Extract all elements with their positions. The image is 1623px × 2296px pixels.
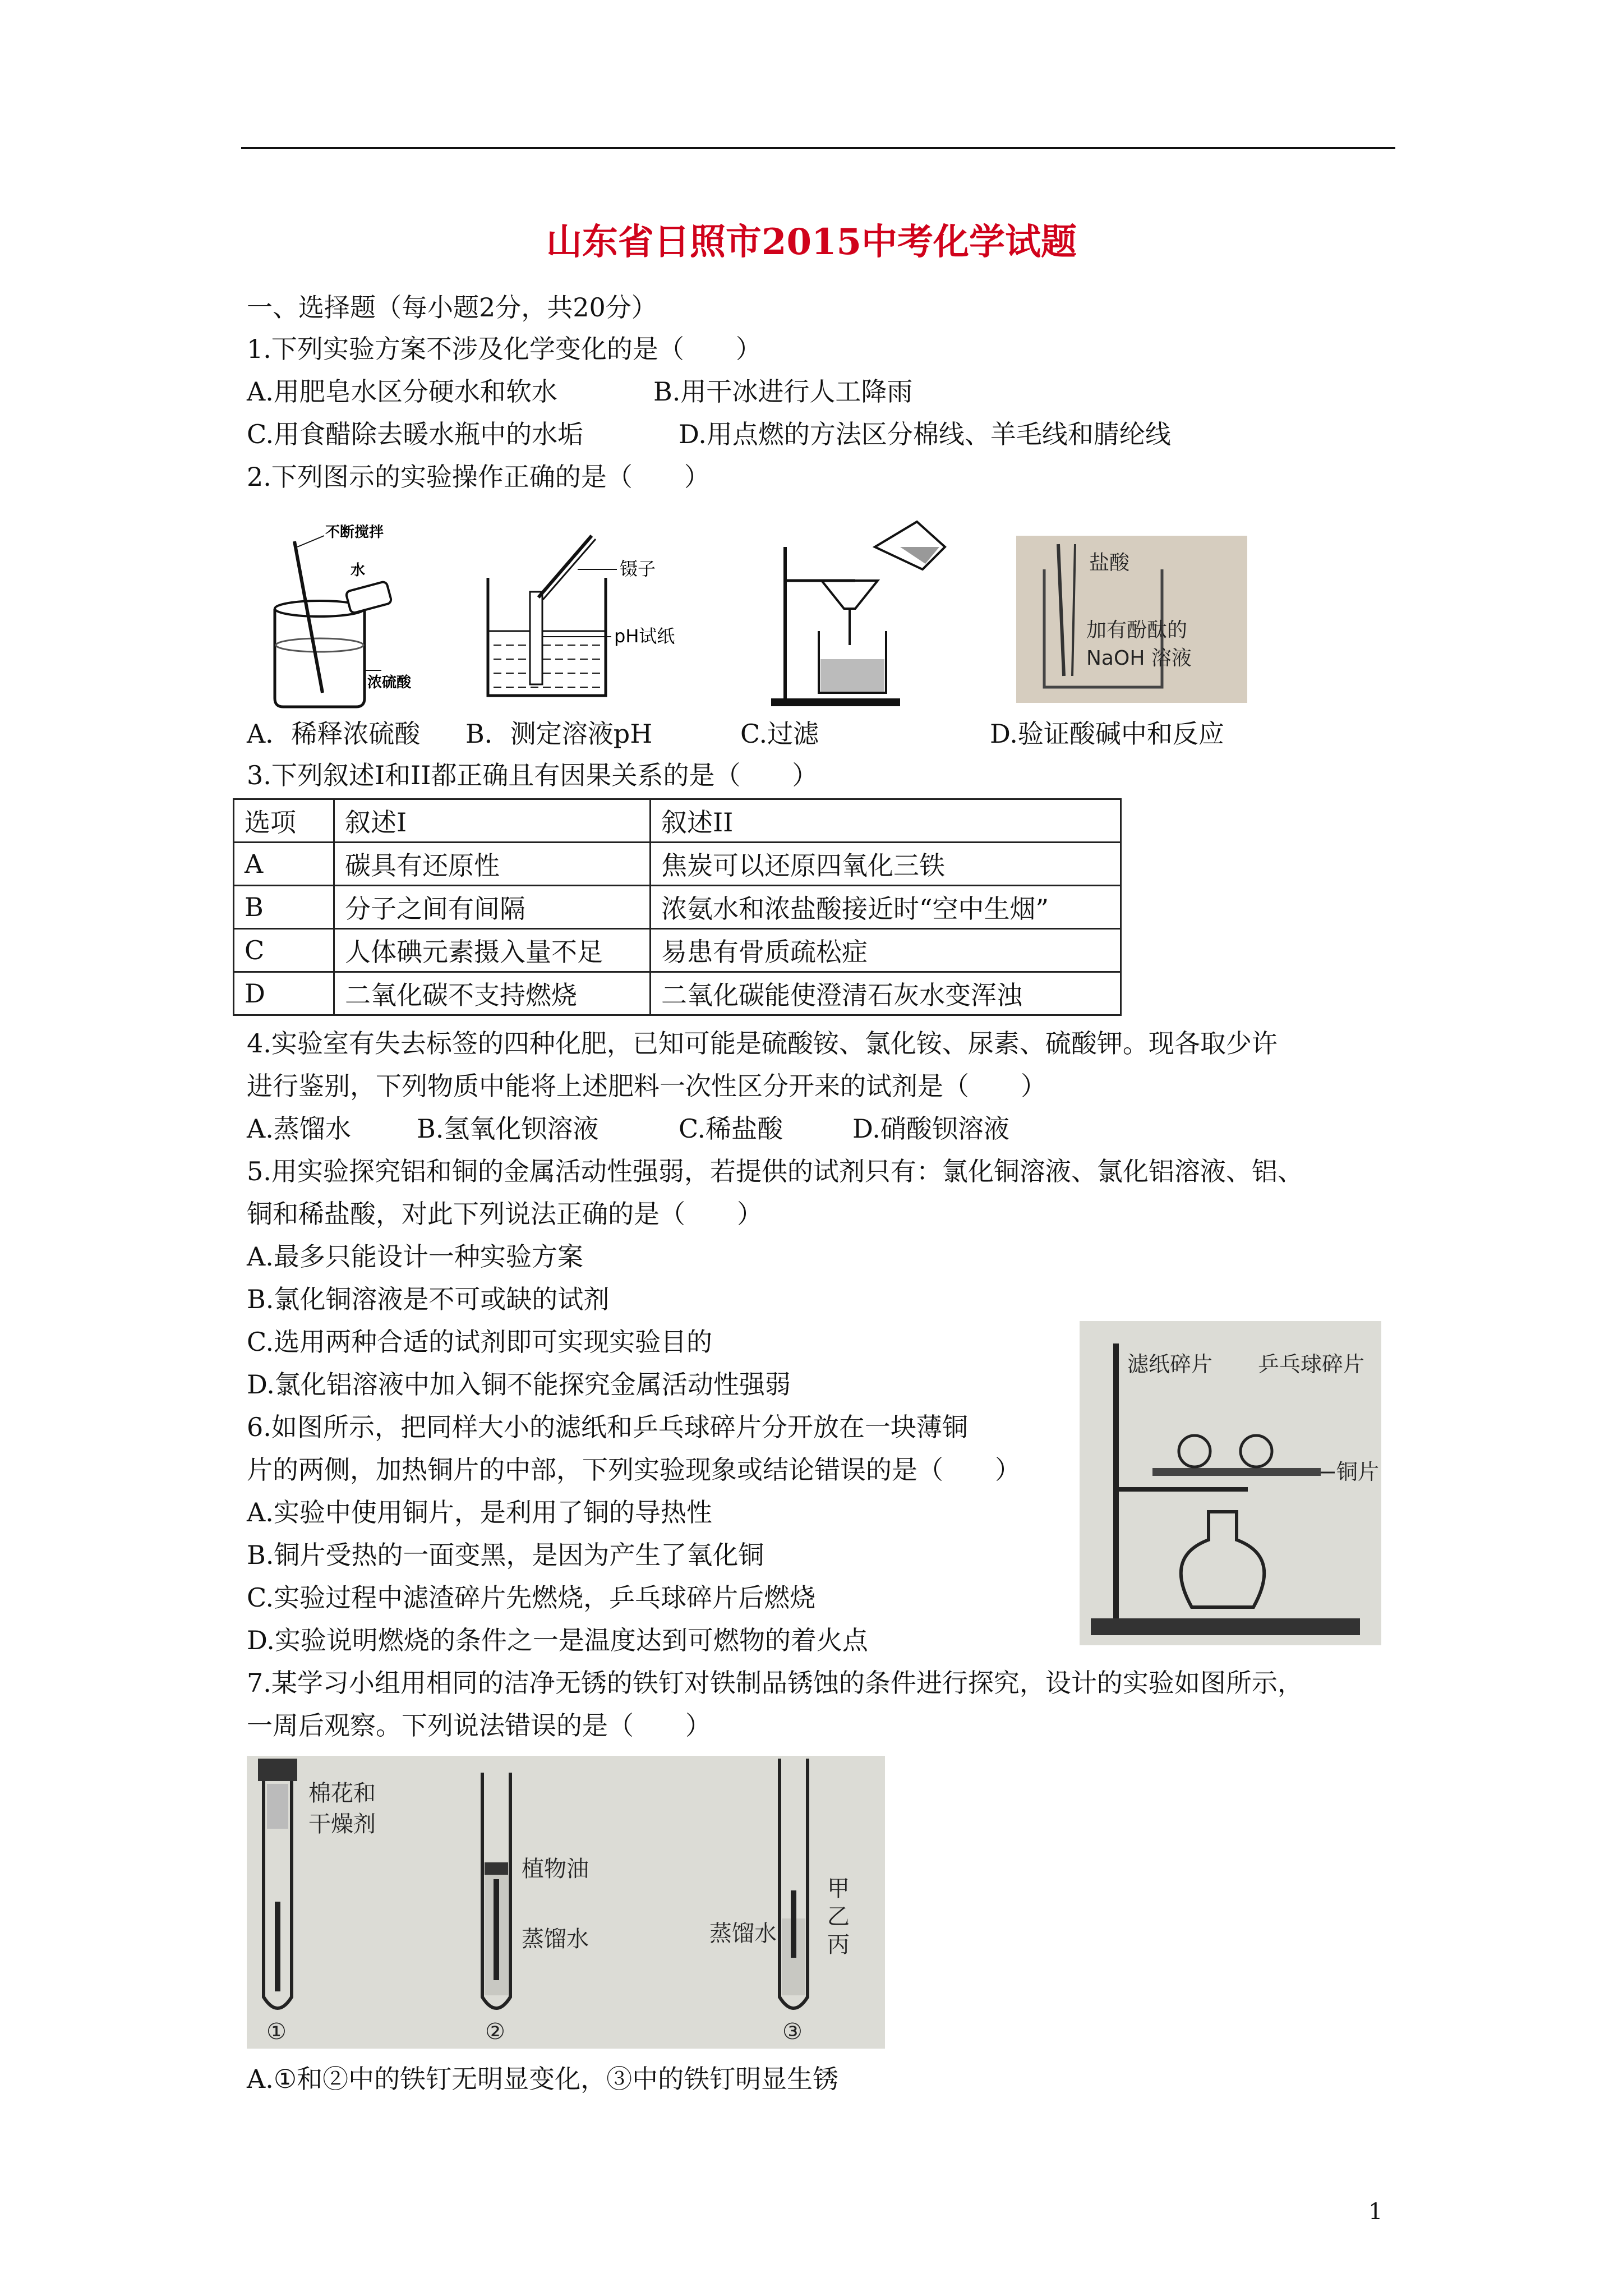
q1-stem: 1.下列实验方案不涉及化学变化的是（ ） xyxy=(247,334,762,364)
q2-figure-b-ph-test xyxy=(471,524,723,710)
table-cell: 易患有骨质疏松症 xyxy=(651,929,1121,972)
q4-option-a: A.蒸馏水 xyxy=(247,1114,351,1144)
fig6-pingpong-label: 乒乓球碎片 xyxy=(1258,1352,1365,1377)
table-header-row xyxy=(234,799,1121,843)
q6-option-a: A.实验中使用铜片，是利用了铜的导热性 xyxy=(247,1497,712,1527)
table-cell: 分子之间有间隔 xyxy=(334,886,651,929)
q5-stem-line1: 5.用实验探究铝和铜的金属活动性强弱，若提供的试剂只有：氯化铜溶液、氯化铝溶液、铝、 xyxy=(247,1156,1303,1186)
q2-figure-c-filtration xyxy=(766,513,951,710)
fig-a-acid-label: 浓硫酸 xyxy=(367,674,412,691)
fig-d-solution-label-2: NaOH 溶液 xyxy=(1086,647,1192,670)
q2-stem: 2.下列图示的实验操作正确的是（ ） xyxy=(247,462,710,492)
q6-stem-line1: 6.如图所示，把同样大小的滤纸和乒乓球碎片分开放在一块薄铜 xyxy=(247,1412,968,1442)
q7-option-a: A.①和②中的铁钉无明显变化，③中的铁钉明显生锈 xyxy=(247,2064,839,2094)
q4-option-c: C.稀盐酸 xyxy=(679,1114,783,1144)
q5-stem-line2: 铜和稀盐酸，对此下列说法正确的是（ ） xyxy=(247,1199,763,1229)
q7-figure-photo xyxy=(247,1756,885,2049)
page-number: 1 xyxy=(1368,2199,1383,2225)
table-cell: D xyxy=(234,972,334,1015)
table-header-cell: 叙述I xyxy=(334,799,651,843)
q6-option-c: C.实验过程中滤渣碎片先燃烧，乒乓球碎片后燃烧 xyxy=(247,1582,816,1613)
q4-stem-line2: 进行鉴别，下列物质中能将上述肥料一次性区分开来的试剂是（ ） xyxy=(247,1071,1046,1101)
fig-d-hcl-label: 盐酸 xyxy=(1089,551,1130,574)
q2-option-c: C.过滤 xyxy=(740,719,819,749)
fig7-label-jia: 甲 xyxy=(827,1876,850,1902)
fig7-cotton-label-2: 干燥剂 xyxy=(308,1811,376,1837)
section-heading: 一、选择题（每小题2分，共20分） xyxy=(247,292,657,323)
table-row xyxy=(234,929,1121,972)
table-cell: 人体碘元素摄入量不足 xyxy=(334,929,651,972)
q7-stem-line2: 一周后观察。下列说法错误的是（ ） xyxy=(247,1710,711,1741)
q3-stem: 3.下列叙述I和II都正确且有因果关系的是（ ） xyxy=(247,760,818,790)
table-row xyxy=(234,886,1121,929)
table-cell: C xyxy=(234,929,334,972)
table-cell: 二氧化碳能使澄清石灰水变浑浊 xyxy=(651,972,1121,1015)
q2-option-d: D.验证酸碱中和反应 xyxy=(990,719,1224,749)
fig-a-stir-label: 不断搅拌 xyxy=(325,524,384,541)
fig-d-solution-label-1: 加有酚酞的 xyxy=(1086,619,1188,642)
table-header-cell: 选项 xyxy=(234,799,334,843)
table-cell: 碳具有还原性 xyxy=(334,843,651,886)
table-cell: 焦炭可以还原四氧化三铁 xyxy=(651,843,1121,886)
q2-figure-a-dilute-acid xyxy=(264,524,449,710)
fig-a-water-label: 水 xyxy=(351,562,366,579)
q4-option-d: D.硝酸钡溶液 xyxy=(852,1114,1009,1144)
page-title: 山东省日照市2015中考化学试题 xyxy=(546,221,1077,263)
table-cell: 浓氨水和浓盐酸接近时“空中生烟” xyxy=(651,886,1121,929)
fig7-label-bing: 丙 xyxy=(827,1932,850,1958)
q6-stem-line2: 片的两侧，加热铜片的中部，下列实验现象或结论错误的是（ ） xyxy=(247,1455,1021,1485)
q7-stem-line1: 7.某学习小组用相同的洁净无锈的铁钉对铁制品锈蚀的条件进行探究，设计的实验如图所示， xyxy=(247,1668,1303,1698)
table-cell: 二氧化碳不支持燃烧 xyxy=(334,972,651,1015)
q5-option-d: D.氯化铝溶液中加入铜不能探究金属活动性强弱 xyxy=(247,1369,791,1400)
q5-option-a: A.最多只能设计一种实验方案 xyxy=(247,1241,583,1272)
fig-b-paper-label: pH试纸 xyxy=(614,625,675,647)
table-header-cell: 叙述II xyxy=(651,799,1121,843)
fig7-tube-number-1: ① xyxy=(266,2019,287,2045)
table-row xyxy=(234,972,1121,1015)
fig6-copper-label: 铜片 xyxy=(1336,1460,1380,1484)
q6-option-d: D.实验说明燃烧的条件之一是温度达到可燃物的着火点 xyxy=(247,1625,868,1655)
q3-table xyxy=(233,798,1122,1016)
table-cell: B xyxy=(234,886,334,929)
fig6-filter-label: 滤纸碎片 xyxy=(1127,1352,1213,1377)
q5-option-c: C.选用两种合适的试剂即可实现实验目的 xyxy=(247,1327,713,1357)
fig7-cotton-label-1: 棉花和 xyxy=(308,1780,376,1806)
q1-option-a: A.用肥皂水区分硬水和软水 xyxy=(247,376,557,407)
q5-option-b: B.氯化铜溶液是不可或缺的试剂 xyxy=(247,1284,610,1314)
fig7-water2-label: 蒸馏水 xyxy=(522,1926,589,1952)
header-rule xyxy=(241,147,1395,149)
q1-option-d: D.用点燃的方法区分棉线、羊毛线和腈纶线 xyxy=(679,419,1171,449)
q2-option-b: B．测定溶液pH xyxy=(465,719,653,749)
q4-stem-line1: 4.实验室有失去标签的四种化肥，已知可能是硫酸铵、氯化铵、尿素、硫酸钾。现各取少许 xyxy=(247,1028,1278,1059)
table-cell: A xyxy=(234,843,334,886)
q6-figure-photo xyxy=(1080,1321,1381,1645)
fig7-tube-number-2: ② xyxy=(485,2019,505,2045)
q2-figure-d-photo xyxy=(1016,536,1247,703)
q1-option-b: B.用干冰进行人工降雨 xyxy=(653,376,913,407)
q4-option-b: B.氢氧化钡溶液 xyxy=(417,1114,599,1144)
fig7-oil-label: 植物油 xyxy=(522,1856,589,1882)
fig7-tube-number-3: ③ xyxy=(782,2019,803,2045)
q1-option-c: C.用食醋除去暖水瓶中的水垢 xyxy=(247,419,584,449)
q2-option-a: A．稀释浓硫酸 xyxy=(247,719,421,749)
fig7-label-yi: 乙 xyxy=(827,1904,850,1930)
fig7-water3-label: 蒸馏水 xyxy=(709,1921,777,1947)
table-row xyxy=(234,843,1121,886)
fig-b-tweezers-label: 镊子 xyxy=(620,558,656,579)
q6-option-b: B.铜片受热的一面变黑，是因为产生了氧化铜 xyxy=(247,1540,764,1570)
